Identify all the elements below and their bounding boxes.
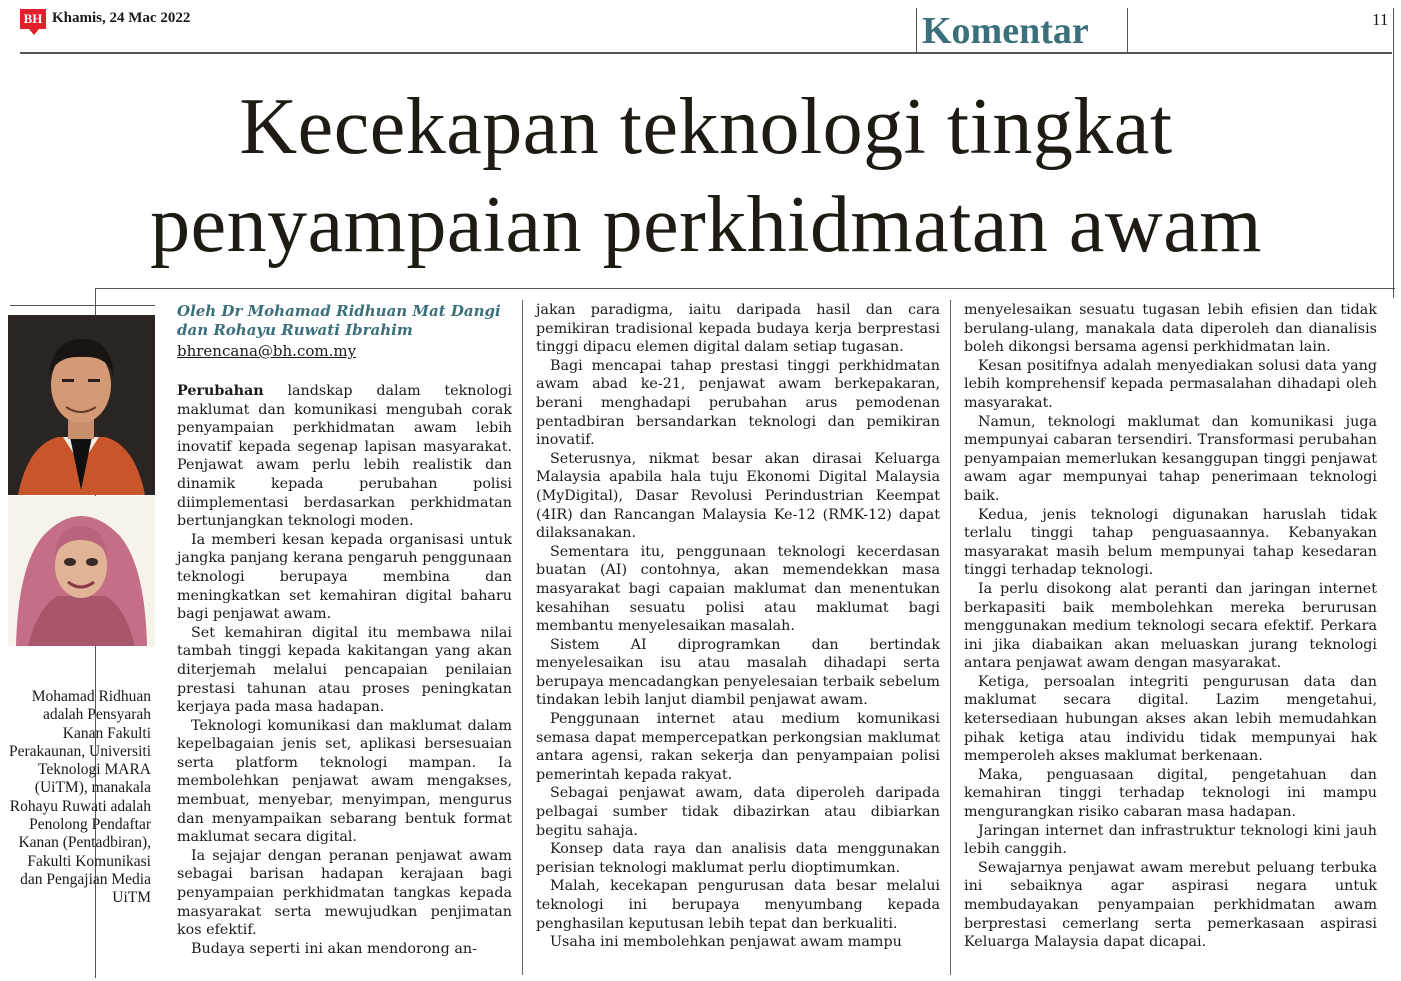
article-paragraph: Set kemahiran digital itu membawa nilai tambah tinggi kepada kakitangan yang akan diterjemah melalui pencapaian penilaian prestasi tahunan atau proses peningkatan kerjaya pada masa hadapan. <box>177 624 512 716</box>
article-paragraph: Namun, teknologi maklumat dan komunikasi juga mempunyai cabaran tersendiri. Transformasi perubahan penyampaian memerlukan kesanggupan tinggi penjawat awam agar mempunyai tahap penerimaan teknologi baik. <box>964 413 1377 504</box>
divider <box>916 8 917 53</box>
article-column-1 <box>177 382 512 958</box>
page-number: 11 <box>1372 10 1389 29</box>
headline-line-1: Kecekapan teknologi tingkat <box>239 83 1173 171</box>
paragraph-text: landskap dalam teknologi maklumat dan komunikasi mengubah corak penyampaian perkhidmatan awam lebih inovatif kepada segenap lapisan masyarakat. Penjawat awam perlu lebih realistik dan dinamik kepada perubahan polisi diimplementasi berdasarkan perkhidmatan bertunjangkan teknologi moden. <box>177 383 512 530</box>
article-paragraph: Sistem AI diprogramkan dan bertindak menyelesaikan isu atau masalah dihadapi serta berupaya mencadangkan penyelesaian terbaik sebelum tindakan lebih lanjut diambil penjawat awam. <box>536 636 940 709</box>
divider <box>1393 8 1394 298</box>
article-paragraph <box>177 382 512 531</box>
byline <box>177 302 517 340</box>
article-paragraph: jakan paradigma, iaitu daripada hasil dan cara pemikiran tradisional kepada budaya kerja berprestasi tinggi dipacu elemen digital dalam setiap tugasan. <box>536 302 940 356</box>
article-paragraph: Ia memberi kesan kepada organisasi untuk jangka panjang kerana pengaruh penggunaan teknologi berupaya membina dan meningkatkan set kemahiran digital baharu bagi penjawat awam. <box>177 531 512 623</box>
contact-email-link[interactable]: bhrencana@bh.com.my <box>177 342 357 360</box>
article-column-3 <box>964 301 1377 952</box>
headline <box>20 78 1392 274</box>
author-photo-rohayu-ruwati <box>8 496 155 646</box>
author-photo-mohamad-ridhuan <box>8 315 155 495</box>
masthead-rule <box>20 52 1392 54</box>
divider <box>1127 8 1128 53</box>
byline-line-2: dan Rohayu Ruwati Ibrahim <box>177 321 413 339</box>
article-paragraph: Usaha ini membolehkan penjawat awam mampu <box>550 934 902 951</box>
article-paragraph: Budaya seperti ini akan mendorong an- <box>191 940 477 957</box>
article-paragraph: Maka, penguasaan digital, pengetahuan dan kemahiran tinggi terhadap teknologi ini mampu mengurangkan risiko cabaran masa hadapan. <box>964 766 1377 821</box>
article-paragraph: Penggunaan internet atau medium komunikasi semasa dapat mempercepatkan perkongsian maklumat antara agensi, rakan sekerja dan penyampaian polisi pemerintah kepada rakyat. <box>536 711 940 783</box>
article-paragraph: Kedua, jenis teknologi digunakan haruslah tidak terlalu tinggi tahap penguasaannya. Kebanyakan masyarakat masih belum mempunyai tahap kesedaran tinggi terhadap teknologi. <box>964 506 1377 579</box>
article-paragraph: Ia perlu disokong alat peranti dan jaringan internet berkapasiti baik membolehkan mereka berurusan menggunakan medium teknologi secara efektif. Perkara ini jika diabaikan akan meluaskan jurang teknologi antara penjawat awam dengan masyarakat. <box>964 580 1377 672</box>
bh-logo: BH <box>20 9 46 29</box>
section-title: Komentar <box>922 10 1089 52</box>
divider <box>95 288 1395 289</box>
headline-line-2: penyampaian perkhidmatan awam <box>150 181 1262 269</box>
article-paragraph: Malah, kecekapan pengurusan data besar melalui teknologi ini berupaya menyumbang kepada penghasilan keputusan lebih tepat dan berkualiti. <box>536 878 940 932</box>
column-divider <box>950 300 951 975</box>
article-paragraph: Ia sejajar dengan peranan penjawat awam sebagai barisan hadapan kerajaan bagi penyampaian perkhidmatan tangkas kepada masyarakat serta mewujudkan penjimatan kos efektif. <box>177 847 512 939</box>
author-bio: Mohamad Ridhuan adalah Pensyarah Kanan Fakulti Perakaunan, Universiti Teknologi MARA (UiTM), manakala Rohayu Ruwati adalah Penolong Pendaftar Kanan (Pentadbiran), Fakulti Komunikasi dan Pengajian Media UiTM <box>8 688 151 907</box>
issue-date: Khamis, 24 Mac 2022 <box>52 10 191 26</box>
column-divider <box>522 300 523 975</box>
article-paragraph: Sewajarnya penjawat awam merebut peluang terbuka ini sebaiknya agar aspirasi negara untuk membudayakan penyampaian perkhidmatan awam berprestasi cemerlang serta pemerkasaan aspirasi Keluarga Malaysia dapat dicapai. <box>964 859 1377 951</box>
divider <box>10 305 155 306</box>
byline-line-1: Oleh Dr Mohamad Ridhuan Mat Dangi <box>177 302 501 320</box>
article-paragraph: Ketiga, persoalan integriti pengurusan data dan maklumat secara digital. Lazim mengetahui, ketersediaan hubungan akses akan lebih memudahkan pihak ketiga atau individu tidak mempunyai hak memperoleh akses maklumat berkenaan. <box>964 673 1377 765</box>
article-paragraph: menyelesaikan sesuatu tugasan lebih efisien dan tidak berulang-ulang, manakala data diperoleh dan dianalisis boleh dikongsi bersama agensi perkhidmatan lain. <box>964 302 1377 356</box>
article-paragraph: Bagi mencapai tahap prestasi tinggi perkhidmatan awam abad ke-21, penjawat awam berkepakaran, berani menghadapi perubahan arus pemodenan pentadbiran bersandarkan teknologi dan pemikiran inovatif. <box>536 357 940 449</box>
article-paragraph: Teknologi komunikasi dan maklumat dalam kepelbagaian jenis set, aplikasi bersesuaian serta platform teknologi mampan. Ia membolehkan penjawat awam mengakses, membuat, menyebar, menyimpan, mengurus dan menyampaikan sebarang bentuk format maklumat secara digital. <box>177 717 512 846</box>
article-paragraph: Seterusnya, nikmat besar akan dirasai Keluarga Malaysia apabila hala tuju Ekonomi Digital Malaysia (MyDigital), Dasar Revolusi Perindustrian Keempat (4IR) dan Rancangan Malaysia Ke-12 (RMK-12) dapat dilaksanakan. <box>536 450 940 542</box>
lead-word: Perubahan <box>177 383 264 399</box>
article-paragraph: Jaringan internet dan infrastruktur teknologi kini jauh lebih canggih. <box>964 822 1377 858</box>
article-paragraph: Sebagai penjawat awam, data diperoleh daripada pelbagai sumber tidak dibazirkan atau dibiarkan begitu sahaja. <box>536 785 940 839</box>
article-column-2 <box>536 301 940 952</box>
article-paragraph: Konsep data raya dan analisis data menggunakan perisian teknologi maklumat perlu dioptimumkan. <box>536 841 940 876</box>
article-paragraph: Sementara itu, penggunaan teknologi kecerdasan buatan (AI) contohnya, akan memendekkan masa masyarakat bagi capaian maklumat dan menentukan kesahihan sesuatu polisi atau maklumat bagi membantu menyelesaikan masalah. <box>536 543 940 635</box>
article-paragraph: Kesan positifnya adalah menyediakan solusi data yang lebih komprehensif kepada permasalahan dihadapi oleh masyarakat. <box>964 357 1377 411</box>
